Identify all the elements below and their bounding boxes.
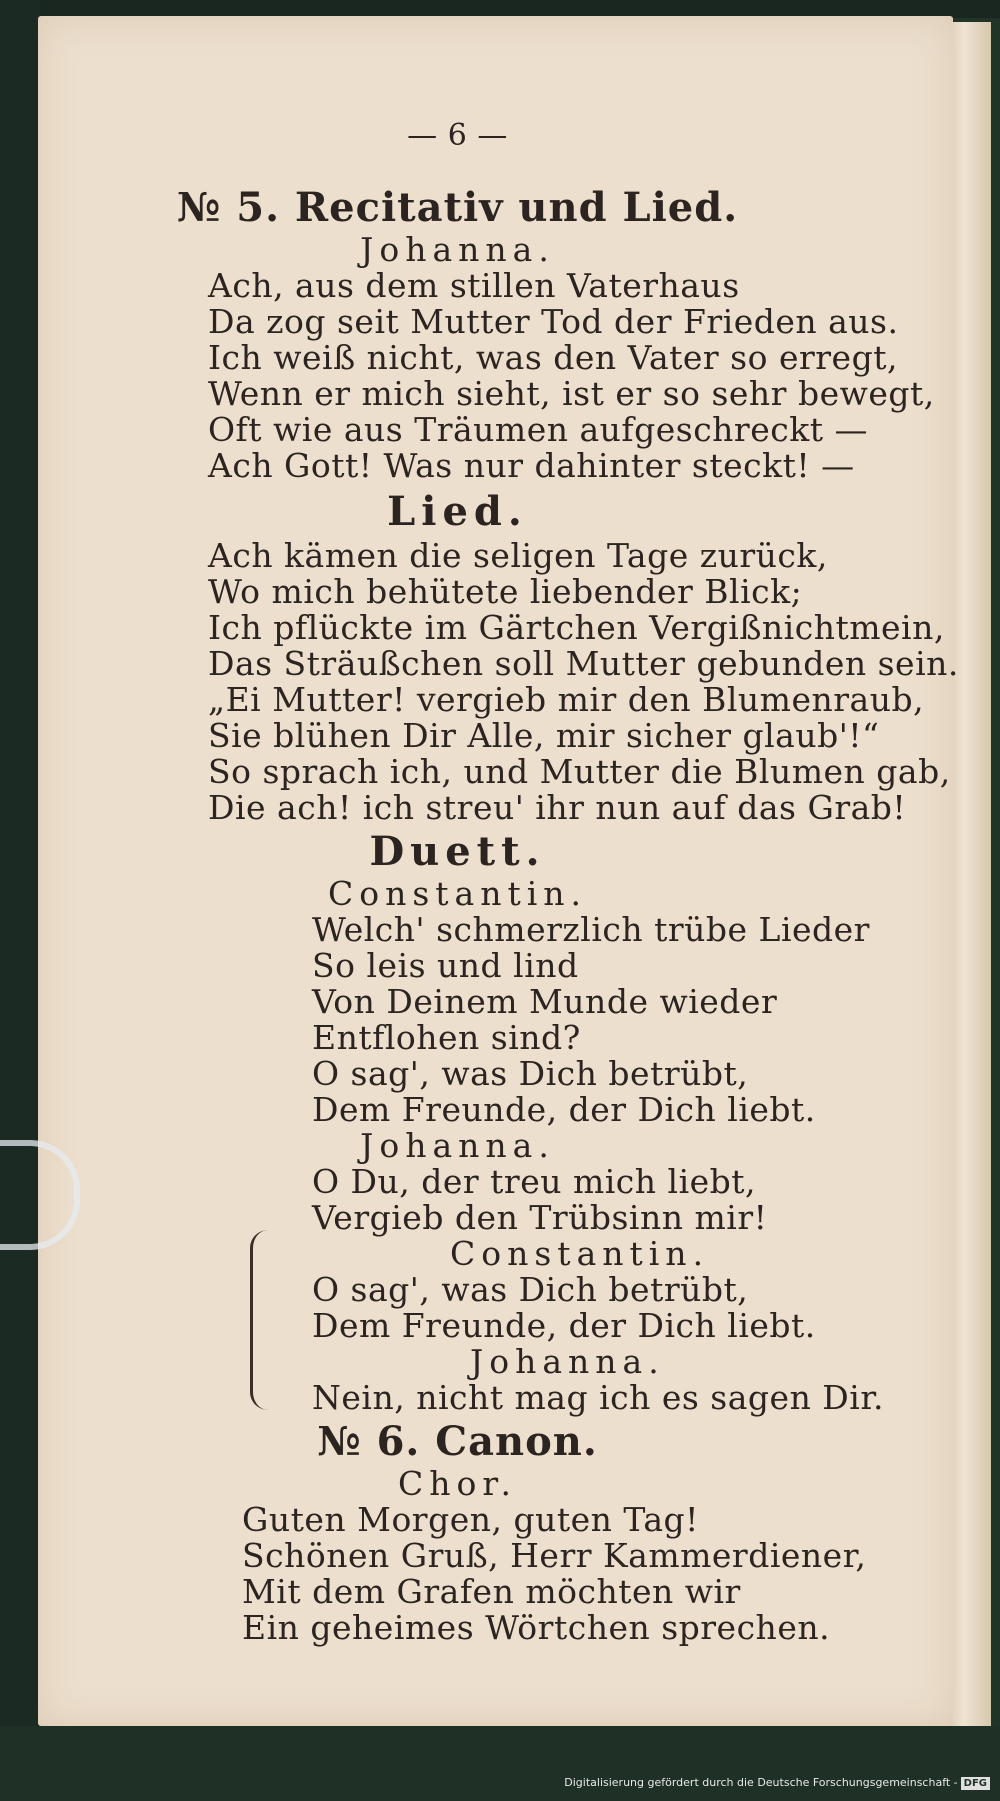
duet-brace (250, 1230, 273, 1410)
verse-line: Welch' schmerzlich trübe Lieder (312, 910, 870, 949)
verse-line: Vergieb den Trübsinn mir! (312, 1198, 768, 1237)
footer-text: Digitalisierung gefördert durch die Deutsche Forschungsgemeinschaft - (564, 1776, 958, 1789)
footer-credit (564, 1776, 990, 1790)
verse-line: Sie blühen Dir Alle, mir sicher glaub'!“ (208, 716, 880, 755)
verse-line: Wenn er mich sieht, ist er so sehr bewegt, (208, 374, 935, 413)
verse-line: Von Deinem Munde wieder (312, 982, 778, 1021)
verse-line: Das Sträußchen soll Mutter gebunden sein. (208, 644, 959, 683)
verse-line: O Du, der treu mich liebt, (312, 1162, 757, 1201)
verse-line: So sprach ich, und Mutter die Blumen gab, (208, 752, 951, 791)
speaker-johanna: Johanna. (360, 230, 555, 269)
verse-line: „Ei Mutter! vergieb mir den Blumenraub, (208, 680, 925, 719)
verse-line: Dem Freunde, der Dich liebt. (312, 1306, 816, 1345)
speaker-constantin: Constantin. (450, 1234, 710, 1273)
dfg-logo: DFG (961, 1777, 990, 1790)
speaker-constantin: Constantin. (327, 874, 588, 913)
speaker-johanna: Johanna. (470, 1342, 665, 1381)
verse-line: Ach kämen die seligen Tage zurück, (208, 536, 828, 575)
verse-line: O sag', was Dich betrübt, (312, 1054, 749, 1093)
verse-line: Da zog seit Mutter Tod der Frieden aus. (208, 302, 899, 341)
heading-recitativ: № 5. Recitativ und Lied. (176, 184, 739, 231)
verse-line: Ach, aus dem stillen Vaterhaus (208, 266, 740, 305)
verse-line: Wo mich behütete liebender Blick; (208, 572, 803, 611)
verse-line: Die ach! ich streu' ihr nun auf das Grab! (208, 788, 907, 827)
verse-line: So leis und lind (312, 946, 579, 985)
verse-line: Ein geheimes Wörtchen sprechen. (242, 1608, 831, 1647)
verse-line: Oft wie aus Träumen aufgeschreckt — (208, 410, 868, 449)
verse-line: Ach Gott! Was nur dahinter steckt! — (208, 446, 855, 485)
heading-canon: № 6. Canon. (317, 1418, 598, 1465)
verse-line: Nein, nicht mag ich es sagen Dir. (312, 1378, 884, 1417)
verse-line: O sag', was Dich betrübt, (312, 1270, 749, 1309)
verse-line: Mit dem Grafen möchten wir (242, 1572, 741, 1611)
page-number: — 6 — (407, 118, 508, 153)
heading-duett: Duett. (369, 828, 546, 875)
verse-line: Ich weiß nicht, was den Vater so erregt, (208, 338, 898, 377)
verse-line: Entflohen sind? (312, 1018, 581, 1057)
speaker-johanna: Johanna. (360, 1126, 555, 1165)
verse-line: Ich pflückte im Gärtchen Vergißnichtmein, (208, 608, 945, 647)
heading-lied: Lied. (387, 488, 528, 535)
verse-line: Schönen Gruß, Herr Kammerdiener, (242, 1536, 867, 1575)
verse-line: Guten Morgen, guten Tag! (242, 1500, 699, 1539)
speaker-chor: Chor. (397, 1464, 517, 1503)
verse-line: Dem Freunde, der Dich liebt. (312, 1090, 816, 1129)
